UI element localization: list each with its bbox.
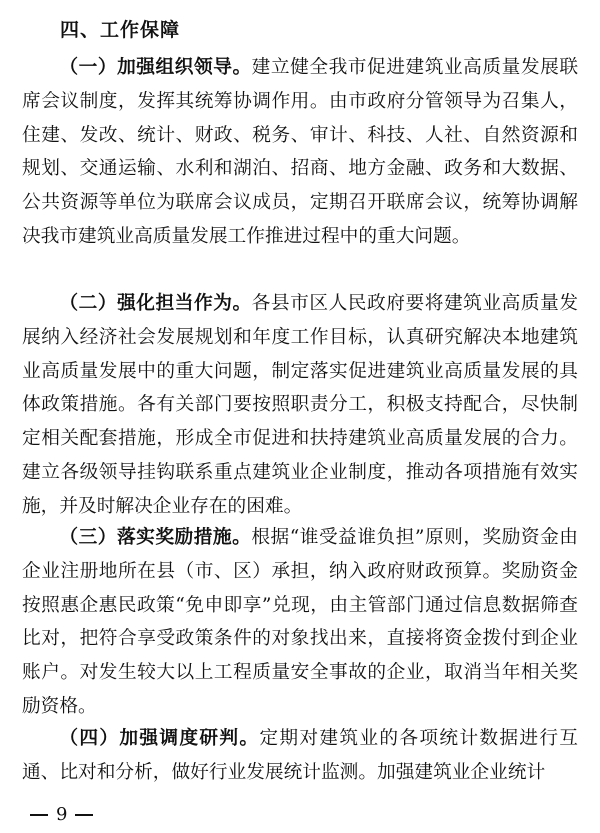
- paragraph-strengthen-dispatch: [22, 722, 578, 790]
- page-number: [30, 803, 93, 827]
- paragraph-lead: （二）强化担当作为。: [59, 293, 252, 314]
- section-heading: 四、工作保障: [60, 19, 181, 41]
- paragraph-lead: （三）落实奖励措施。: [59, 527, 252, 548]
- paragraph-strengthen-responsibility: [22, 287, 578, 524]
- page-number-right-dash: [75, 814, 93, 816]
- paragraph-body: 定期对建筑业的各项统计数据进行互通、比对和分析，做好行业发展统计监测。加强建筑业企业统计: [22, 728, 578, 783]
- paragraph-lead: （四）加强调度研判。: [59, 728, 260, 749]
- paragraph-body: 各县市区人民政府要将建筑业高质量发展纳入经济社会发展规划和年度工作目标，认真研究解决本地建筑业高质量发展中的重大问题，制定落实促进建筑业高质量发展的具体政策措施。各有关部门要按照职责分工，积极支持配合，尽快制定相关配套措施，形成全市促进和扶持建筑业高质量发展的合力。建立各级领导挂钩联系重点建筑业企业制度，推动各项措施有效实施，并及时解决企业存在的困难。: [22, 293, 579, 517]
- paragraph-strengthen-leadership: [22, 51, 578, 254]
- paragraph-lead: （一）加强组织领导。: [59, 57, 252, 78]
- paragraph-implement-rewards: [22, 521, 578, 724]
- paragraph-body: 根据“谁受益谁负担”原则，奖励资金由企业注册地所在县（市、区）承担，纳入政府财政预算。奖励资金按照惠企惠民政策“免申即享”兑现，由主管部门通过信息数据筛查比对，把符合享受政策条件的对象找出来，直接将资金拨付到企业账户。对发生较大以上工程质量安全事故的企业，取消当年相关奖励资格。: [22, 527, 578, 717]
- paragraph-body: 建立健全我市促进建筑业高质量发展联席会议制度，发挥其统筹协调作用。由市政府分管领导为召集人，住建、发改、统计、财政、税务、审计、科技、人社、自然资源和规划、交通运输、水利和湖泊、招商、地方金融、政务和大数据、公共资源等单位为联席会议成员，定期召开联席会议，统筹协调解决我市建筑业高质量发展工作推进过程中的重大问题。: [22, 57, 579, 247]
- page-number-left-dash: [30, 814, 48, 816]
- page-number-value: 9: [56, 804, 68, 825]
